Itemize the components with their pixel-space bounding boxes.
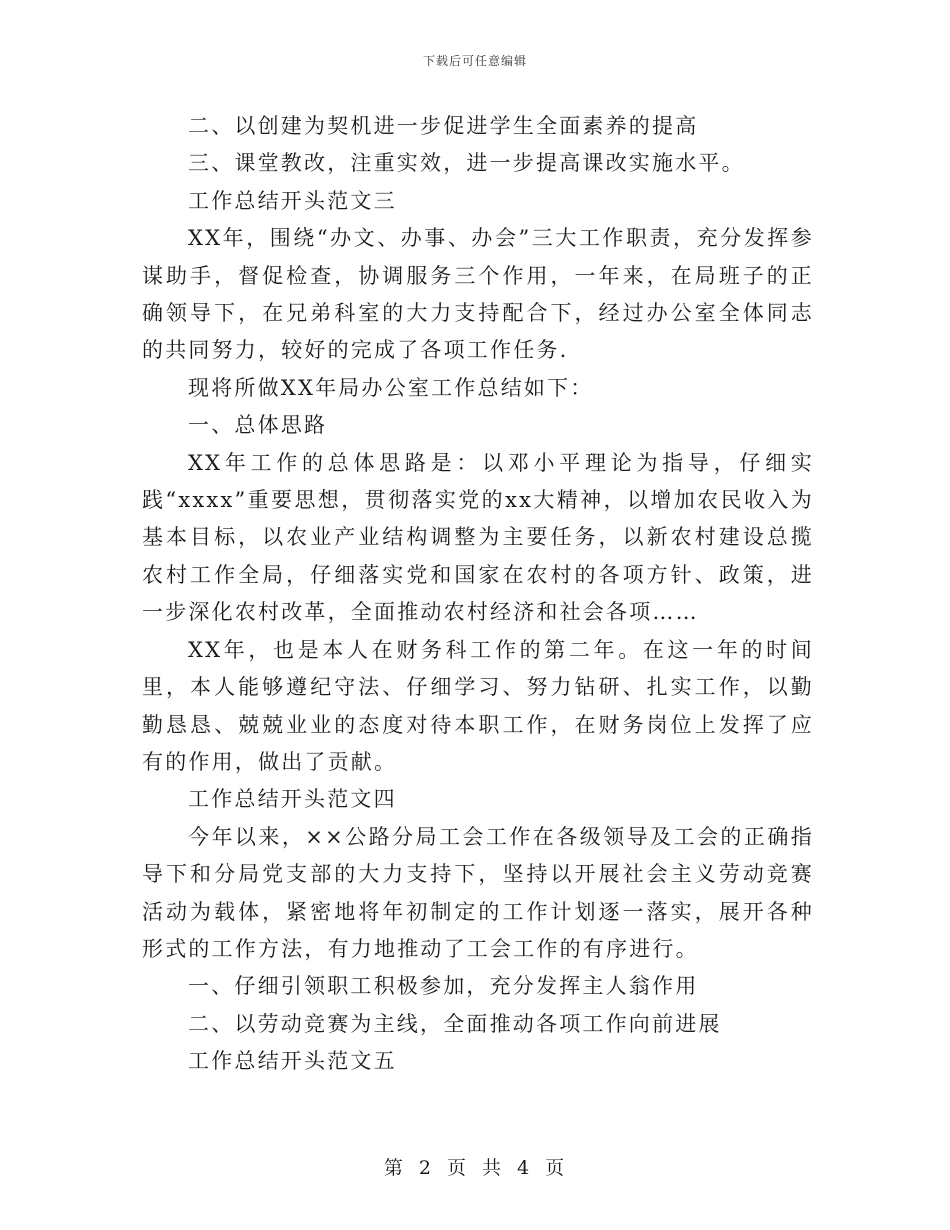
section-heading: 工作总结开头范文三 [188, 188, 397, 213]
document-body [142, 108, 814, 1081]
paragraph: 今年以来，××公路分局工会工作在各级领导及工会的正确指导下和分局党支部的大力支持下，坚持以开展社会主义劳动竞赛活动为载体，紧密地将年初制定的工作计划逐一落实，展开各种形式的工作方法，有力地推动了工会工作的有序进行。 [142, 824, 814, 961]
paragraph-item-2: 二、以创建为契机进一步促进学生全面素养的提高 [188, 114, 699, 138]
page-number: 第 2 页 共 4 页 [383, 1157, 567, 1179]
paragraph-item-3: 三、课堂教改，注重实效，进一步提高课改实施水平。 [188, 151, 745, 176]
section-heading: 工作总结开头范文四 [188, 787, 397, 812]
page-header: 下载后可任意编辑 [422, 54, 527, 68]
subheading: 二、以劳动竞赛为主线，全面推动各项工作向前进展 [188, 1011, 722, 1036]
subheading: 一、仔细引领职工积极参加，充分发挥主人翁作用 [188, 974, 699, 999]
paragraph: 现将所做XX年局办公室工作总结如下： [188, 375, 594, 400]
paragraph: XX年，也是本人在财务科工作的第二年。在这一年的时间里，本人能够遵纪守法、仔细学习、努力钻研、扎实工作，以勤勤恳恳、兢兢业业的态度对待本职工作，在财务岗位上发挥了应有的作用，做出了贡献。 [142, 637, 814, 774]
paragraph: XX年工作的总体思路是：以邓小平理论为指导，仔细实践“xxxx”重要思想，贯彻落实党的xx大精神，以增加农民收入为基本目标，以农业产业结构调整为主要任务，以新农村建设总揽农村工作全局，仔细落实党和国家在农村的各项方针、政策，进一步深化农村改革，全面推动农村经济和社会各项…… [142, 450, 814, 625]
paragraph: XX年，围绕“办文、办事、办会”三大工作职责，充分发挥参谋助手，督促检查，协调服务三个作用，一年来，在局班子的正确领导下，在兄弟科室的大力支持配合下，经过办公室全体同志的共同努力，较好的完成了各项工作任务. [142, 226, 814, 363]
section-heading: 工作总结开头范文五 [188, 1049, 397, 1074]
subheading: 一、总体思路 [188, 413, 328, 438]
